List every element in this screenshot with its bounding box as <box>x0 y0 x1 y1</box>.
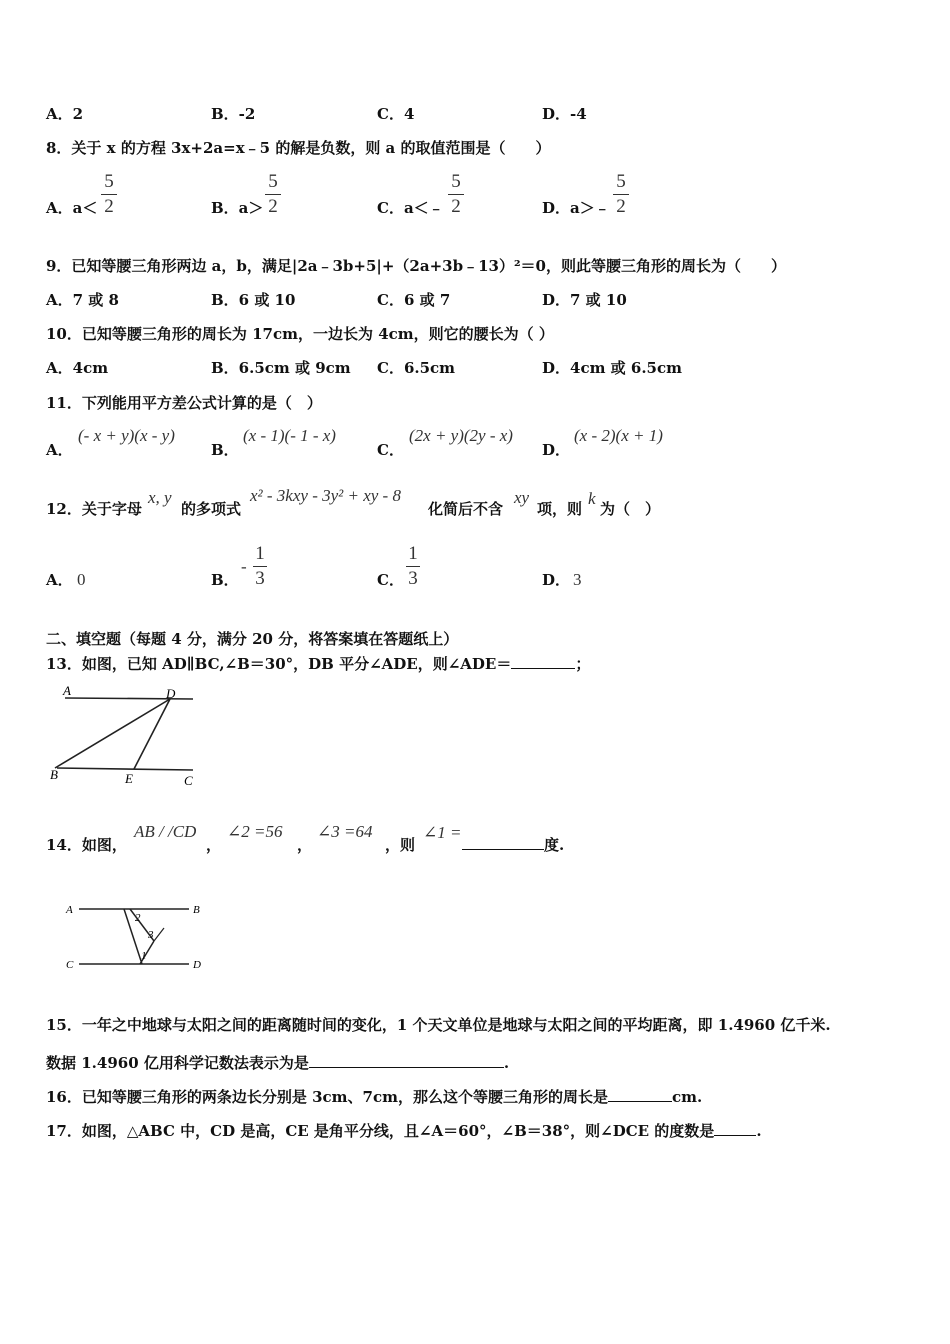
q17-answer-blank[interactable] <box>714 1135 756 1136</box>
q13-label-e: E <box>125 771 133 786</box>
fraction-denominator: 2 <box>451 196 461 217</box>
q17-stem: 17．如图，△ABC 中，CD 是高，CE 是角平分线，且∠A＝60°，∠B＝38°，则∠DCE 的度数是 <box>46 1122 715 1140</box>
fraction-denominator: 3 <box>408 568 418 589</box>
q9-option-c: C．6 或 7 <box>377 291 451 309</box>
q12-polynomial: x² - 3kxy - 3y² + xy - 8 <box>250 486 401 505</box>
q14-label-c: C <box>66 959 74 971</box>
q14-condition-angle2: ∠2 =56 <box>227 822 283 841</box>
fraction-numerator: 5 <box>616 171 626 192</box>
q11-option-d-label: D． <box>542 441 571 459</box>
q8-option-d-fraction <box>613 171 629 218</box>
q8-option-c: C．a＜﹣ <box>377 199 444 217</box>
q14-comma-1: ， <box>206 836 222 854</box>
q14-condition-angle3: ∠3 =64 <box>317 822 373 841</box>
q14-comma-2: ， <box>297 836 313 854</box>
q9-option-b: B．6 或 10 <box>211 291 296 309</box>
q8-option-a: A．a＜ <box>46 199 98 217</box>
q14-label-b: B <box>193 904 200 916</box>
q14-stem-end: 度. <box>544 836 565 854</box>
q11-stem: 11．下列能用平方差公式计算的是（ ） <box>46 394 322 412</box>
q11-option-a-expr: (- x + y)(x - y) <box>78 426 175 445</box>
fraction-denominator: 2 <box>268 196 278 217</box>
q8-option-d: D．a＞﹣ <box>542 199 610 217</box>
fraction-numerator: 5 <box>268 171 278 192</box>
q9-stem: 9．已知等腰三角形两边 a，b，满足|2a﹣3b+5|+（2a+3b﹣13）²＝0，则此等腰三角形的周长为（ ） <box>46 257 786 275</box>
q12-stem-end: 为（ ） <box>600 500 661 518</box>
section-heading: 二、填空题（每题 4 分，满分 20 分，将答案填在答题纸上） <box>46 630 459 648</box>
q13-stem-end: ； <box>575 655 591 673</box>
q14-answer <box>462 834 564 855</box>
q15-end: . <box>503 1054 510 1072</box>
q14-label-a: A <box>66 904 73 916</box>
q10-option-c: C．6.5cm <box>377 359 456 377</box>
q12-option-b-label: B． <box>211 571 239 589</box>
fraction-numerator: 1 <box>255 543 265 564</box>
q14-answer-blank[interactable] <box>462 849 544 850</box>
q16-end: cm. <box>671 1088 703 1106</box>
q14-label-angle1: 1 <box>141 950 147 962</box>
q13-label-a: A <box>63 684 71 698</box>
fraction-numerator: 5 <box>104 171 114 192</box>
q14-label-angle3: 3 <box>148 929 154 941</box>
q11-option-d-expr: (x - 2)(x + 1) <box>574 426 663 445</box>
q16-stem: 16．已知等腰三角形的两条边长分别是 3cm、7cm，那么这个等腰三角形的周长是 <box>46 1088 608 1106</box>
q10-option-d: D．4cm 或 6.5cm <box>542 359 682 377</box>
q12-option-d-value: 3 <box>573 570 582 589</box>
q14-stem-pre: 14．如图， <box>46 836 127 854</box>
q15-line-2-text: 数据 1.4960 亿用科学记数法表示为是 <box>46 1054 309 1072</box>
q15-line-1: 15．一年之中地球与太阳之间的距离随时间的变化，1 个天文单位是地球与太阳之间的平均距离，即 1.4960 亿千米. <box>46 1016 831 1034</box>
q14-condition-parallel: AB / /CD <box>134 822 197 841</box>
q11-option-c-label: C． <box>377 441 404 459</box>
q12-stem-pre: 12．关于字母 <box>46 500 142 518</box>
q14-figure <box>62 896 212 976</box>
q13-label-d: D <box>166 686 176 701</box>
q15-answer-blank[interactable] <box>309 1067 504 1068</box>
q12-option-c-fraction <box>406 543 420 590</box>
q8-option-b-fraction <box>265 171 281 218</box>
q13-answer-blank[interactable] <box>511 668 575 669</box>
q11-option-a-label: A． <box>46 441 73 459</box>
q7-option-a: A．2 <box>46 105 84 123</box>
q10-stem: 10．已知等腰三角形的周长为 17cm，一边长为 4cm，则它的腰长为（ ） <box>46 325 554 343</box>
q15-line-2 <box>46 1052 509 1073</box>
q10-option-b: B．6.5cm 或 9cm <box>211 359 351 377</box>
q11-option-b-expr: (x - 1)(- 1 - x) <box>243 426 336 445</box>
fraction-denominator: 3 <box>255 568 265 589</box>
fraction-denominator: 2 <box>616 196 626 217</box>
q12-option-b-sign: - <box>241 557 247 576</box>
q9-option-a: A．7 或 8 <box>46 291 119 309</box>
q12-term: xy <box>514 488 530 507</box>
q12-option-b-fraction <box>253 543 267 590</box>
q14-ask: ∠1 = <box>423 823 462 842</box>
q12-k: k <box>588 489 596 508</box>
q12-option-c-label: C． <box>377 571 404 589</box>
q7-option-c: C．4 <box>377 105 415 123</box>
fraction-numerator: 1 <box>408 543 418 564</box>
q10-option-a: A．4cm <box>46 359 109 377</box>
q16-answer-blank[interactable] <box>608 1101 672 1102</box>
q8-stem: 8．关于 x 的方程 3x+2a=x﹣5 的解是负数，则 a 的取值范围是（ ） <box>46 139 551 157</box>
q16-line <box>46 1086 702 1107</box>
q8-option-a-fraction <box>101 171 117 218</box>
q12-option-a-value: 0 <box>77 570 86 589</box>
q13-stem-text: 13．如图，已知 AD∥BC,∠B＝30°，DB 平分∠ADE，则∠ADE＝ <box>46 655 512 673</box>
q7-option-d: D．-4 <box>542 105 587 123</box>
q13-label-c: C <box>184 773 193 788</box>
q13-stem <box>46 653 590 674</box>
q14-label-angle2: 2 <box>135 912 141 924</box>
q12-stem-mid3: 项，则 <box>537 500 583 518</box>
q8-option-c-fraction <box>448 171 464 218</box>
q14-stem-mid: ，则 <box>385 836 416 854</box>
q7-option-b: B．-2 <box>211 105 256 123</box>
q13-figure <box>45 684 205 790</box>
q11-option-c-expr: (2x + y)(2y - x) <box>409 426 513 445</box>
q17-end: . <box>756 1122 762 1140</box>
q12-stem-mid: 的多项式 <box>181 500 242 518</box>
fraction-numerator: 5 <box>451 171 461 192</box>
q13-label-b: B <box>50 767 58 782</box>
q12-stem-mid2: 化简后不含 <box>428 500 504 518</box>
q14-label-d: D <box>193 959 201 971</box>
q12-vars: x, y <box>148 488 172 507</box>
q11-option-b-label: B． <box>211 441 239 459</box>
q12-option-a-label: A． <box>46 571 73 589</box>
q8-option-b: B．a＞ <box>211 199 264 217</box>
q9-option-d: D．7 或 10 <box>542 291 627 309</box>
q17-line <box>46 1120 762 1141</box>
fraction-denominator: 2 <box>104 196 114 217</box>
q12-option-d-label: D． <box>542 571 571 589</box>
